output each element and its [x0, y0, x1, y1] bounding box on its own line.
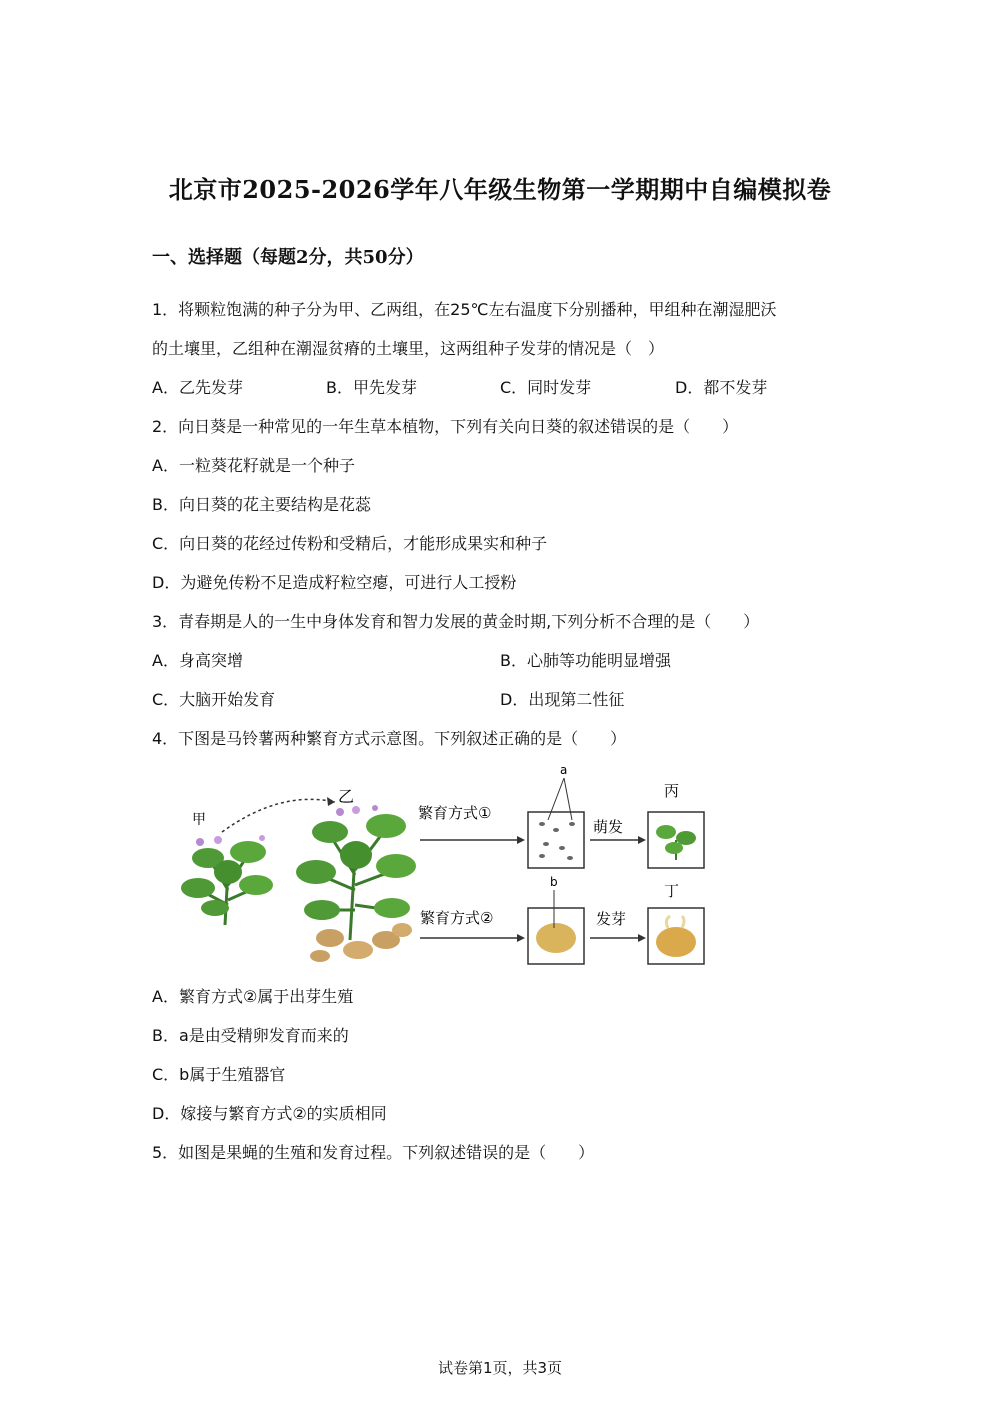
label-jia: 甲	[192, 812, 206, 828]
q2-option-b: B．向日葵的花主要结构是花蕊	[152, 495, 371, 514]
q4-option-d: D．嫁接与繁育方式②的实质相同	[152, 1104, 387, 1123]
q3-stem: 3．青春期是人的一生中身体发育和智力发展的黄金时期,下列分析不合理的是（ ）	[152, 612, 760, 631]
q2-stem: 2．向日葵是一种常见的一年生草本植物，下列有关向日葵的叙述错误的是（ ）	[152, 417, 739, 436]
q4-stem: 4．下图是马铃薯两种繁育方式示意图。下列叙述正确的是（ ）	[152, 729, 627, 748]
q1-option-d: D．都不发芽	[675, 378, 768, 397]
sprout2-label: 发芽	[596, 910, 627, 928]
q1-stem-line2: 的土壤里，乙组种在潮湿贫瘠的土壤里，这两组种子发芽的情况是（ ）	[152, 339, 665, 358]
q1-option-c: C．同时发芽	[500, 378, 592, 397]
method1-label: 繁育方式①	[418, 804, 492, 822]
label-bing: 丙	[664, 782, 680, 800]
seeds-box	[528, 812, 584, 868]
q4-option-c: C．b属于生殖器官	[152, 1065, 286, 1084]
q1-option-b: B．甲先发芽	[326, 378, 417, 397]
label-b: b	[550, 875, 558, 889]
q2-option-d: D．为避免传粉不足造成籽粒空瘪，可进行人工授粉	[152, 573, 517, 592]
q1-stem-line1: 1．将颗粒饱满的种子分为甲、乙两组，在25℃左右温度下分别播种，甲组种在潮湿肥沃	[152, 300, 777, 319]
label-yi: 乙	[338, 787, 355, 806]
potato-plant-yi-icon	[296, 805, 416, 962]
potato-tuber-icon	[536, 923, 576, 953]
page-title: 北京市2025-2026学年八年级生物第一学期期中自编模拟卷	[168, 175, 832, 204]
page-footer: 试卷第1页，共3页	[437, 1359, 563, 1377]
potato-plant-jia-icon	[181, 835, 273, 925]
q1-option-a: A．乙先发芽	[152, 378, 243, 397]
q5-stem: 5．如图是果蝇的生殖和发育过程。下列叙述错误的是（ ）	[152, 1143, 595, 1162]
section-heading: 一、选择题（每题2分，共50分）	[152, 247, 424, 268]
q2-option-a: A．一粒葵花籽就是一个种子	[152, 456, 355, 475]
q3-option-d: D．出现第二性征	[500, 690, 625, 709]
q4-option-a: A．繁育方式②属于出芽生殖	[152, 987, 354, 1006]
label-a: a	[560, 763, 568, 777]
method2-label: 繁育方式②	[420, 909, 494, 927]
q3-option-a: A．身高突增	[152, 651, 243, 670]
q4-option-b: B．a是由受精卵发育而来的	[152, 1026, 349, 1045]
potato-propagation-diagram	[170, 760, 715, 970]
sprout1-label: 萌发	[593, 818, 624, 836]
q3-option-b: B．心肺等功能明显增强	[500, 651, 671, 670]
q2-option-c: C．向日葵的花经过传粉和受精后，才能形成果实和种子	[152, 534, 548, 553]
q3-option-c: C．大脑开始发育	[152, 690, 276, 709]
label-ding: 丁	[664, 882, 680, 900]
